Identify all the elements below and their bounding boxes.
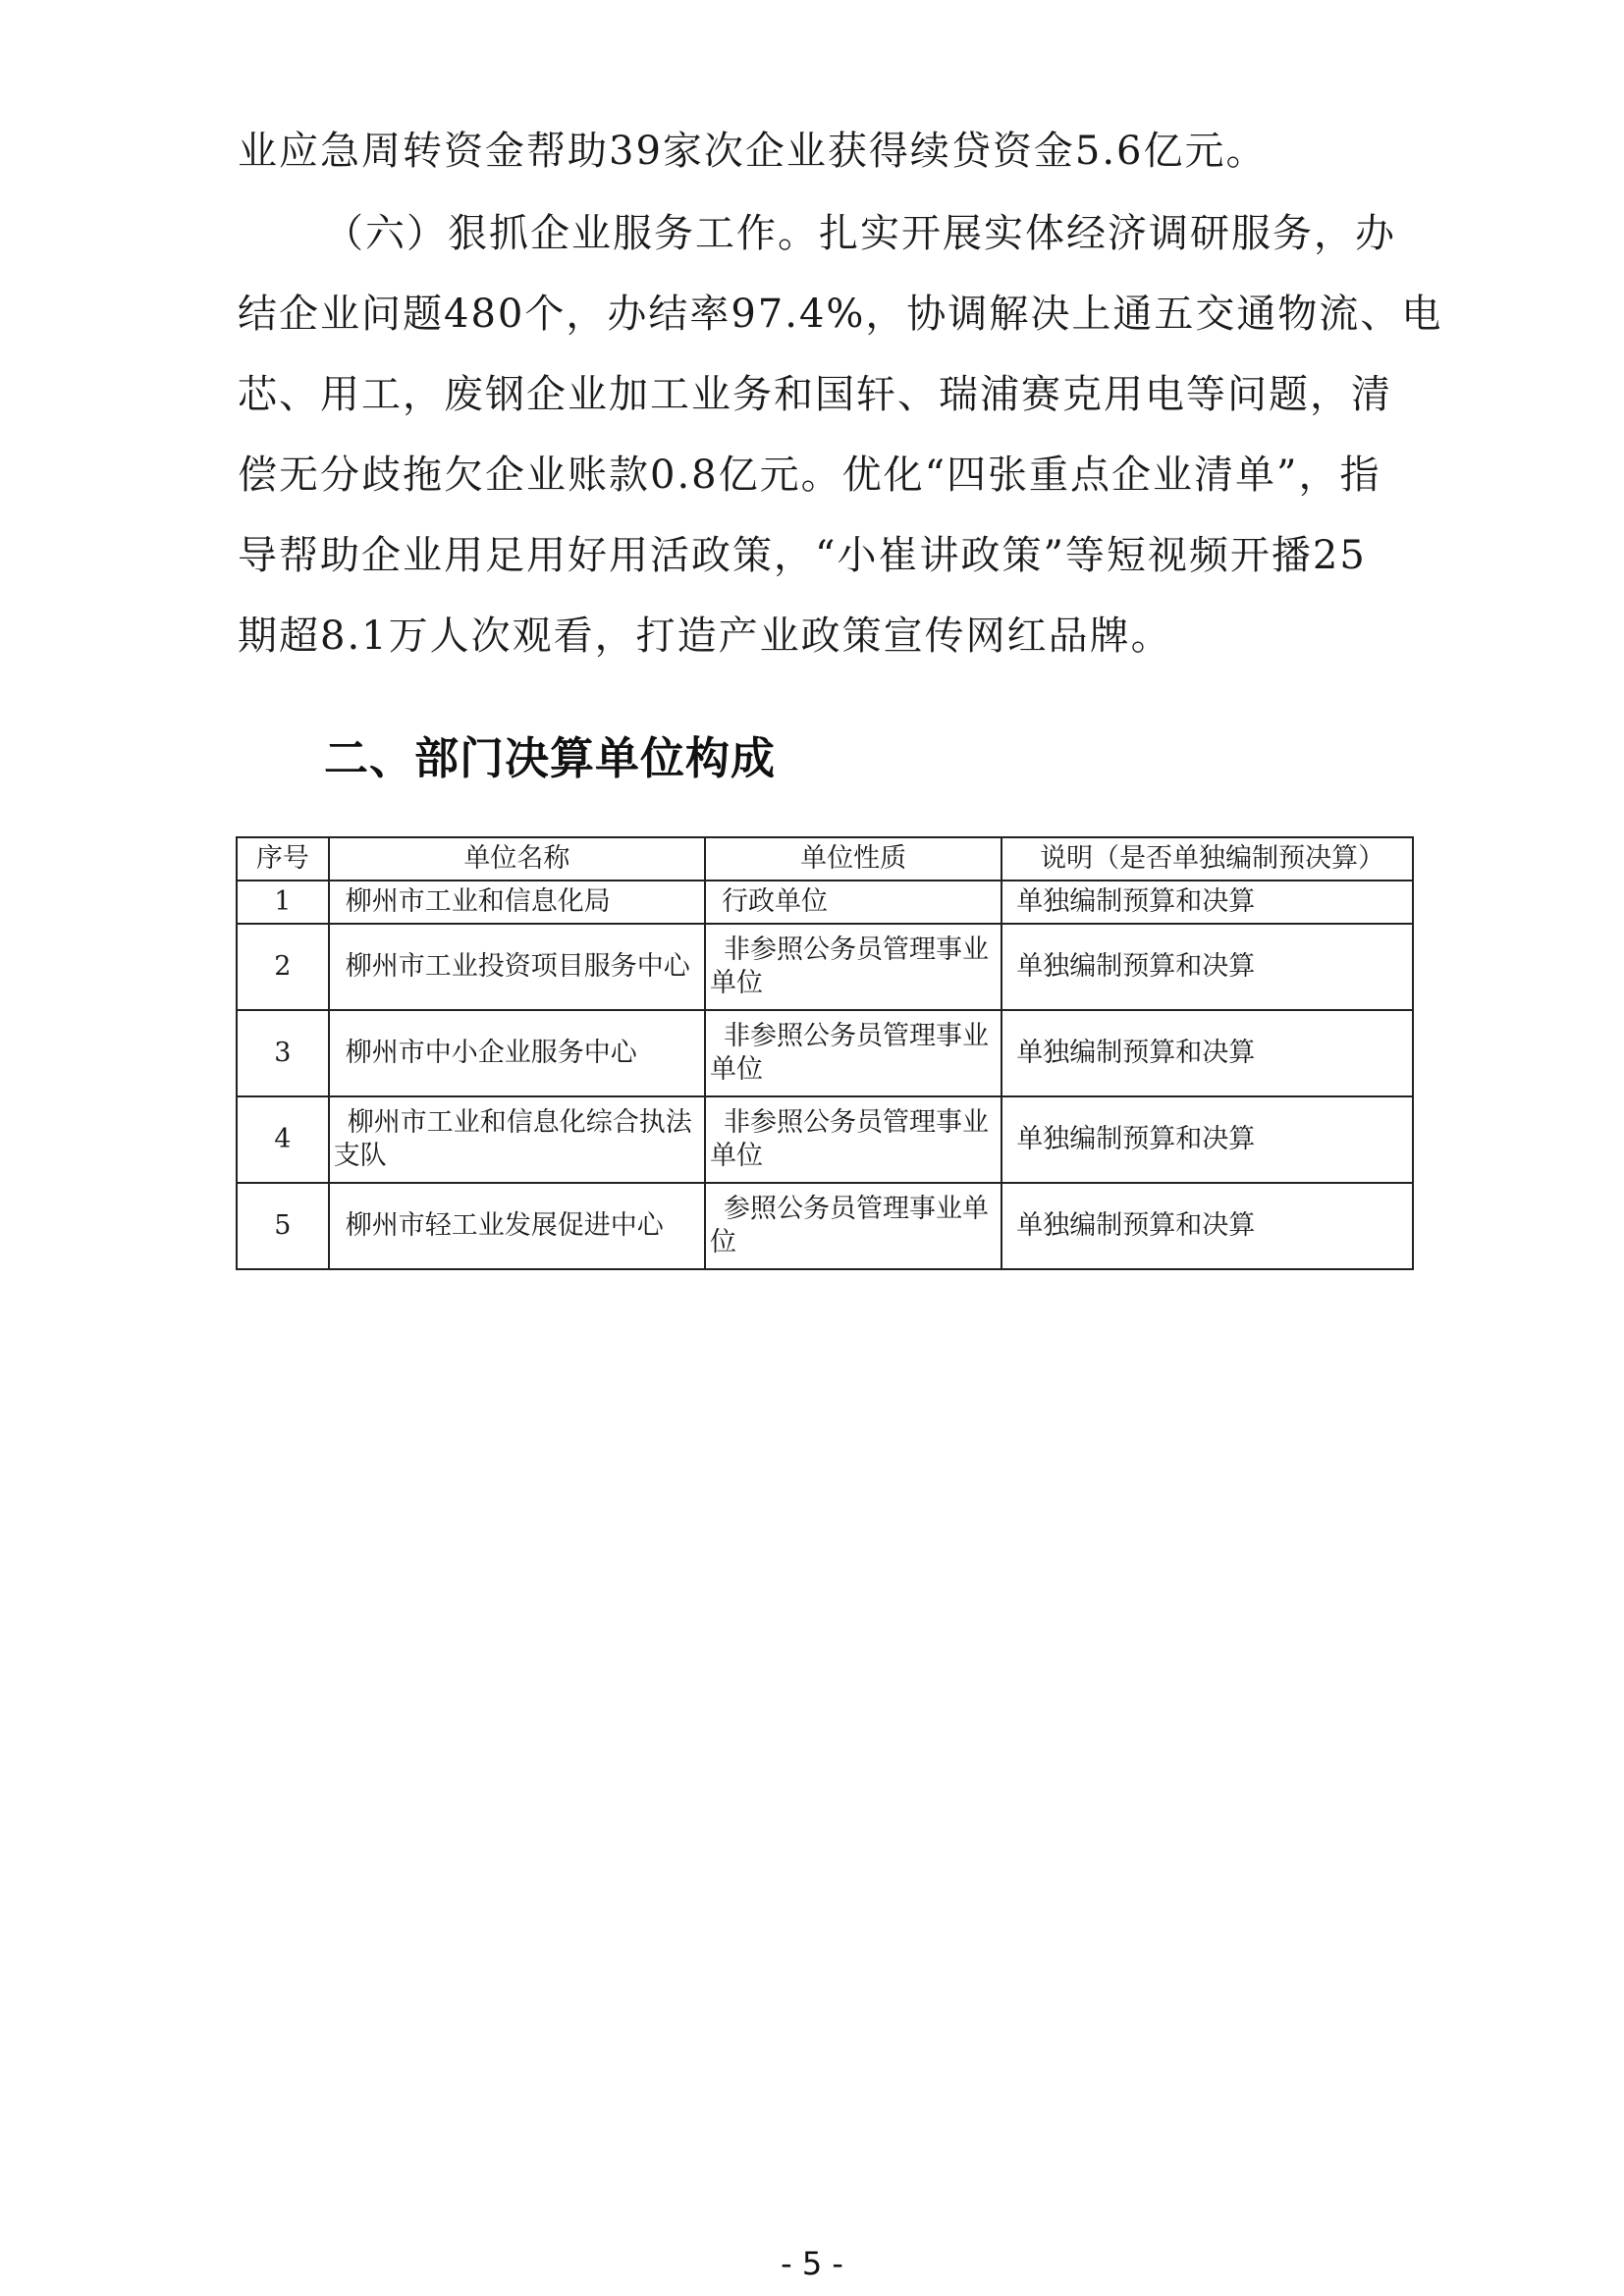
body-line-1: 业应急周转资金帮助39家次企业获得续贷资金5.6亿元。	[238, 129, 1268, 174]
table-row	[237, 1183, 1413, 1269]
row-unit-kind: 非参照公务员管理事业单位	[705, 924, 1001, 1010]
row-note: 单独编制预算和决算	[1001, 1096, 1413, 1183]
row-note: 单独编制预算和决算	[1001, 1010, 1413, 1096]
body-line-5: 偿无分歧拖欠企业账款0.8亿元。优化“四张重点企业清单”，指	[238, 453, 1381, 498]
row-unit-kind: 行政单位	[705, 881, 1001, 924]
table-row	[237, 1010, 1413, 1096]
row-note: 单独编制预算和决算	[1001, 924, 1413, 1010]
body-line-4: 芯、用工，废钢企业加工业务和国轩、瑞浦赛克用电等问题，清	[238, 372, 1392, 417]
row-note: 单独编制预算和决算	[1001, 881, 1413, 924]
body-line-3: 结企业问题480个，办结率97.4%，协调解决上通五交通物流、电	[238, 292, 1443, 337]
table-row	[237, 881, 1413, 924]
row-unit-name: 柳州市中小企业服务中心	[329, 1010, 705, 1096]
row-seq: 4	[237, 1096, 329, 1183]
row-unit-name: 柳州市工业和信息化综合执法支队	[329, 1096, 705, 1183]
row-unit-kind: 参照公务员管理事业单位	[705, 1183, 1001, 1269]
body-line-2: （六）狠抓企业服务工作。扎实开展实体经济调研服务，办	[324, 211, 1396, 256]
body-line-7: 期超8.1万人次观看，打造产业政策宣传网红品牌。	[238, 614, 1172, 659]
row-note: 单独编制预算和决算	[1001, 1183, 1413, 1269]
header-seq: 序号	[237, 837, 329, 881]
row-unit-name: 柳州市轻工业发展促进中心	[329, 1183, 705, 1269]
header-unit-name: 单位名称	[329, 837, 705, 881]
row-unit-kind: 非参照公务员管理事业单位	[705, 1096, 1001, 1183]
row-seq: 1	[237, 881, 329, 924]
row-unit-name: 柳州市工业和信息化局	[329, 881, 705, 924]
page-number: - 5 -	[781, 2245, 843, 2282]
row-seq: 2	[237, 924, 329, 1010]
header-note: 说明（是否单独编制预决算）	[1001, 837, 1413, 881]
row-unit-kind: 非参照公务员管理事业单位	[705, 1010, 1001, 1096]
row-unit-name: 柳州市工业投资项目服务中心	[329, 924, 705, 1010]
row-seq: 5	[237, 1183, 329, 1269]
table-row	[237, 1096, 1413, 1183]
section-heading: 二、部门决算单位构成	[324, 732, 777, 784]
body-line-6: 导帮助企业用足用好用活政策，“小崔讲政策”等短视频开播25	[238, 533, 1367, 578]
unit-composition-table	[236, 836, 1414, 1270]
row-seq: 3	[237, 1010, 329, 1096]
table-header-row	[237, 837, 1413, 881]
table-row	[237, 924, 1413, 1010]
header-unit-kind: 单位性质	[705, 837, 1001, 881]
